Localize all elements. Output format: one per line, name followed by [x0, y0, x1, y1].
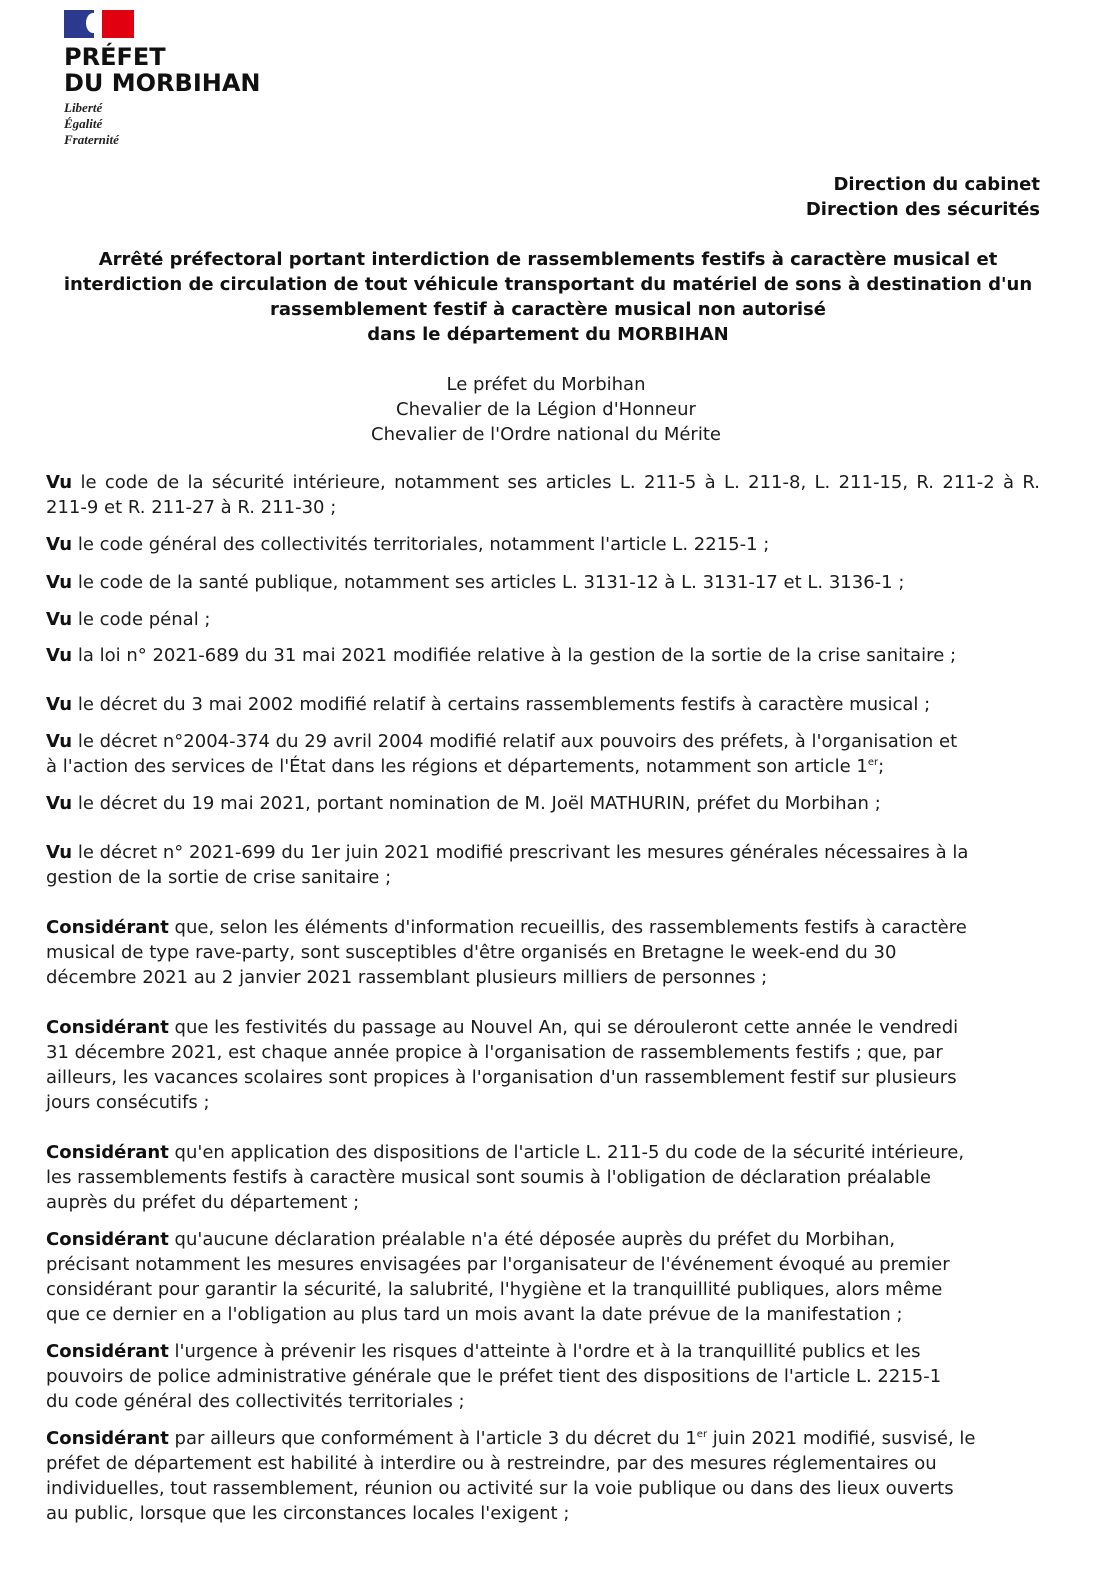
prefecture-logo — [64, 10, 261, 148]
issuing-directorate: Direction du cabinet Direction des sécurités — [805, 174, 1040, 220]
issuing-authority: Le préfet du Morbihan Chevalier de la Légion d'Honneur Chevalier de l'Ordre national du Mérite — [371, 374, 721, 445]
vu-paragraph: Vu le décret du 19 mai 2021, portant nomination de M. Joël MATHURIN, préfet du Morbihan ; — [46, 793, 881, 814]
considerant-paragraph: Considérant l'urgence à prévenir les risques d'atteinte à l'ordre et à la tranquillité publics et les pouvoirs de police administrative générale que le préfet tient des dispositions de l'article L. 2215-1 du code général des collectivités territoriales ; — [46, 1341, 942, 1412]
vu-paragraph: Vu la loi n° 2021-689 du 31 mai 2021 modifiée relative à la gestion de la sortie de la crise sanitaire ; — [46, 645, 957, 666]
considerant-paragraph: Considérant qu'en application des dispositions de l'article L. 211-5 du code de la sécurité intérieure, les rassemblements festifs à caractère musical sont soumis à l'obligation de déclaration préalable auprès du préfet du département ; — [46, 1142, 965, 1213]
vu-paragraph: Vu le décret n° 2021-699 du 1er juin 2021 modifié prescrivant les mesures générales nécessaires à la gestion de la sortie de crise sanitaire ; — [46, 842, 969, 888]
republic-motto: Liberté Égalité Fraternité — [64, 100, 119, 147]
vu-paragraph: Vu le code de la sécurité intérieure, notamment ses articles L. 211-5 à L. 211-8, L. 211-15, R. 211-2 à R. 211-9 et R. 211-27 à R. 211-30 ; — [46, 472, 1040, 518]
marianne-flag-icon — [64, 10, 134, 38]
considerant-paragraph: Considérant que, selon les éléments d'information recueillis, des rassemblements festifs à caractère musical de type rave-party, sont susceptibles d'être organisés en Bretagne le week-end du 30 décembre 2021 au 2 janvier 2021 rassemblant plusieurs milliers de personnes ; — [46, 917, 967, 988]
considerant-paragraph: Considérant par ailleurs que conformément à l'article 3 du décret du 1er juin 2021 modifié, susvisé, le préfet de département est habilité à interdire ou à restreindre, par des mesures réglementaires ou individuelles, tout rassemblement, réunion ou activité sur la voie publique ou dans des lieux ouverts au public, lorsque que les circonstances locales l'exigent ; — [46, 1428, 976, 1524]
considerant-paragraph: Considérant que les festivités du passage au Nouvel An, qui se dérouleront cette année le vendredi 31 décembre 2021, est chaque année propice à l'organisation de rassemblements festifs ; que, par ailleurs, les vacances scolaires sont propices à l'organisation d'un rassemblement festif sur plusieurs jours consécutifs ; — [46, 1017, 959, 1113]
vu-paragraph: Vu le code général des collectivités territoriales, notamment l'article L. 2215-1 ; — [46, 534, 770, 555]
vu-paragraph: Vu le code de la santé publique, notamment ses articles L. 3131-12 à L. 3131-17 et L. 3136-1 ; — [46, 572, 905, 593]
vu-paragraph: Vu le code pénal ; — [46, 609, 211, 630]
prefecture-name: PRÉFET DU MORBIHAN — [64, 43, 261, 97]
document-title: Arrêté préfectoral portant interdiction de rassemblements festifs à caractère musical et interdiction de circulation de tout véhicule transportant du matériel de sons à destination d'un rassemblement festif à caractère musical non autorisé dans le département du MORBIHAN — [63, 249, 1033, 345]
vu-paragraph: Vu le décret n°2004-374 du 29 avril 2004 modifié relatif aux pouvoirs des préfets, à l'organisation et à l'action des services de l'État dans les régions et départements, notamment son article 1er; — [46, 731, 958, 777]
vu-paragraph: Vu le décret du 3 mai 2002 modifié relatif à certains rassemblements festifs à caractère musical ; — [46, 694, 931, 715]
considerant-paragraph: Considérant qu'aucune déclaration préalable n'a été déposée auprès du préfet du Morbihan, précisant notamment les mesures envisagées par l'organisateur de l'événement évoqué au premier considérant pour garantir la sécurité, la salubrité, l'hygiène et la tranquillité publiques, alors même que ce dernier en a l'obligation au plus tard un mois avant la date prévue de la manifestation ; — [46, 1229, 950, 1325]
